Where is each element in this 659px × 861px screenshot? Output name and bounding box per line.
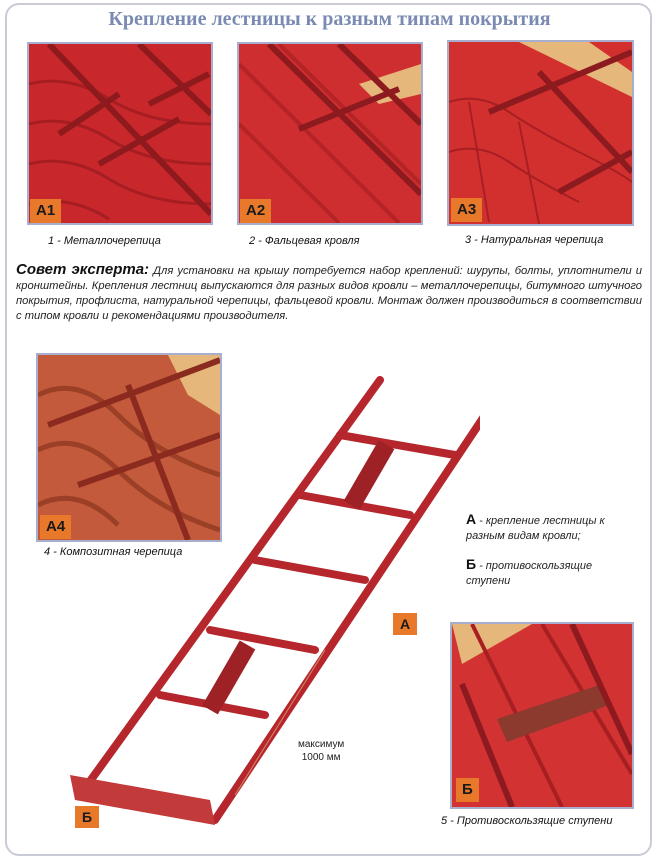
natural-tile-illustration (449, 42, 632, 224)
caption-metal-tile: 1 - Металлочерепица (48, 235, 161, 247)
caption-composite-tile: 4 - Композитная черепица (44, 546, 183, 558)
badge-a4: А4 (40, 515, 71, 539)
caption-seam-roof: 2 - Фальцевая кровля (249, 235, 360, 247)
legend-a-key: А (466, 511, 477, 527)
legend-a-text: - крепление лестницы к разным видам кровли; (466, 515, 605, 542)
badge-a3: А3 (451, 198, 482, 222)
legend-b (466, 557, 636, 589)
caption-anti-slip-steps: 5 - Противоскользящие ступени (441, 815, 613, 827)
dimension-line2: 1000 мм (301, 752, 341, 763)
page-title: Крепление лестницы к разным типам покрытия (108, 8, 551, 30)
anti-slip-steps-illustration (452, 624, 632, 807)
legend-b-text: - противоскользящие ступени (466, 560, 593, 587)
legend-a (466, 512, 636, 544)
badge-a2: А2 (240, 199, 271, 223)
seam-roof-illustration (239, 44, 421, 223)
ladder-diagram (60, 370, 480, 830)
advice-heading: Совет эксперта: (16, 261, 150, 278)
advice-text: Для установки на крышу потребуется набор креплений: шурупы, болты, уплотнители и кронштейны. Крепления лестниц выпускаются для разных видов кровли – металлочерепицы, битумного штучного покрытия, профлиста, натуральной черепицы, фальцевой кровли. Монтаж должен производиться в соответствии с типом кровли и рекомендациями производителя. (16, 265, 643, 322)
pointer-a: А (393, 613, 417, 635)
metal-tile-illustration (29, 44, 211, 223)
expert-advice (16, 262, 642, 324)
photo-metal-tile (27, 42, 213, 225)
dimension-label (298, 738, 344, 764)
caption-natural-tile: 3 - Натуральная черепица (465, 234, 604, 246)
photo-seam-roof (237, 42, 423, 225)
legend-b-key: Б (466, 556, 477, 572)
badge-b: Б (456, 778, 479, 802)
pointer-b: Б (75, 806, 99, 828)
dimension-line1: максимум (298, 739, 345, 750)
badge-a1: А1 (30, 199, 61, 223)
